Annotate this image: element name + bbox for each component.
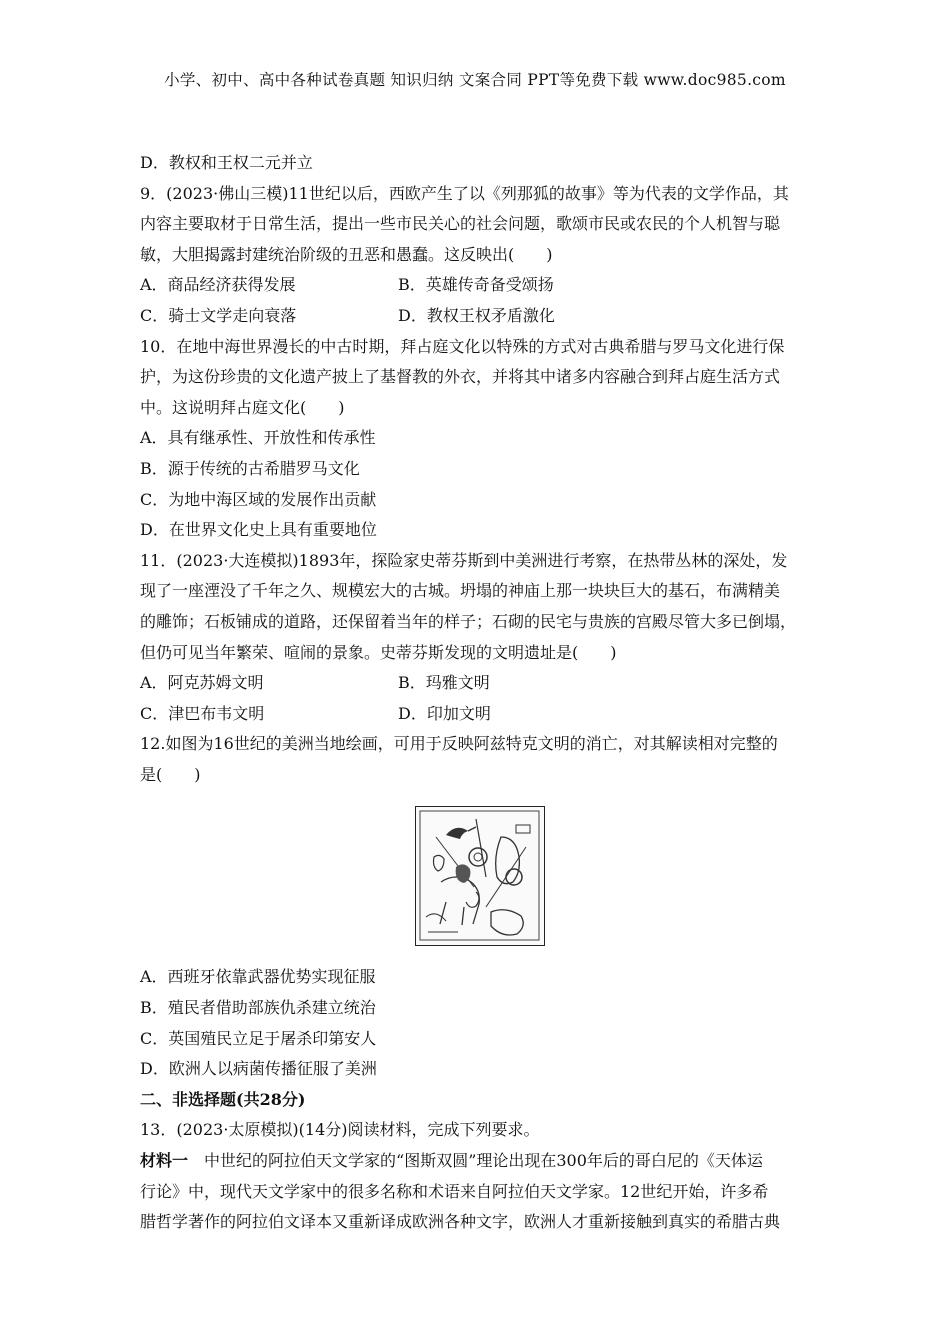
q9-options-row-1 [140,270,820,301]
q9-option-d: D．教权王权矛盾激化 [398,305,555,325]
illustration-drawing [416,807,543,944]
q10-stem-line-3: 中。这说明拜占庭文化( ) [140,397,345,417]
q11-option-c: C．津巴布韦文明 [140,703,265,723]
q13-material-line-2: 行论》中，现代天文学家中的很多名称和术语来自阿拉伯天文学家。12世纪开始，许多希 [140,1181,769,1201]
q8-option-d: D．教权和王权二元并立 [140,153,313,172]
q13-material-text-1: 中世纪的阿拉伯天文学家的“图斯双圆”理论出现在300年后的哥白尼的《天体运 [188,1151,763,1171]
q9-stem-line-3: 敏，大胆揭露封建统治阶级的丑恶和愚蠢。这反映出( ) [140,244,553,264]
q13-intro: 13．(2023·太原模拟)(14分)阅读材料，完成下列要求。 [140,1120,540,1140]
section-2-heading: 二、非选择题(共28分) [140,1089,306,1109]
q10-option-c: C．为地中海区域的发展作出贡献 [140,489,377,509]
q11-stem-line-4: 但仍可见当年繁荣、喧闹的景象。史蒂芬斯发现的文明遗址是( ) [140,642,617,662]
q13-material-line-3: 腊哲学著作的阿拉伯文译本又重新译成欧洲各种文字，欧洲人才重新接触到真实的希腊古典 [140,1212,781,1232]
q10-option-a: A．具有继承性、开放性和传承性 [140,428,376,448]
q9-option-a: A．商品经济获得发展 [140,275,296,295]
q12-figure-container [140,790,820,962]
q10-stem-line-1: 10．在地中海世界漫长的中古时期，拜占庭文化以特殊的方式对古典希腊与罗马文化进行保 [140,336,785,356]
q11-option-b: B．玛雅文明 [398,673,490,693]
q12-option-c: C．英国殖民立足于屠杀印第安人 [140,1028,377,1048]
q11-stem-line-2: 现了一座湮没了千年之久、规模宏大的古城。坍塌的神庙上那一块块巨大的基石，布满精美 [140,581,781,601]
q10-option-b: B．源于传统的古希腊罗马文化 [140,458,360,478]
q11-options-row-2 [140,699,820,730]
page-header: 小学、初中、高中各种试卷真题 知识归纳 文案合同 PPT等免费下载 www.doc985.com [164,71,786,89]
q11-stem-line-3: 的雕饰；石板铺成的道路，还保留着当年的样子；石砌的民宅与贵族的宫殿尽管大多已倒塌， [140,611,797,631]
document-body [140,148,820,1238]
q9-option-c: C．骑士文学走向衰落 [140,305,297,325]
q11-stem-line-1: 11．(2023·大连模拟)1893年，探险家史蒂芬斯到中美洲进行考察，在热带丛林的深处，发 [140,550,788,570]
q10-option-d: D．在世界文化史上具有重要地位 [140,520,377,540]
aztec-conquest-illustration [415,806,545,946]
q11-option-a: A．阿克苏姆文明 [140,673,264,693]
q12-stem-line-2: 是( ) [140,764,201,784]
q9-options-row-2 [140,301,820,332]
q12-option-b: B．殖民者借助部族仇杀建立统治 [140,998,376,1018]
q11-options-row-1 [140,668,820,699]
q12-stem-line-1: 12.如图为16世纪的美洲当地绘画，可用于反映阿兹特克文明的消亡，对其解读相对完整的 [140,734,778,754]
q9-option-b: B．英雄传奇备受颂扬 [398,275,554,295]
q12-option-d: D．欧洲人以病菌传播征服了美洲 [140,1059,377,1079]
q11-option-d: D．印加文明 [398,703,491,723]
q9-stem-line-1: 9．(2023·佛山三模)11世纪以后，西欧产生了以《列那狐的故事》等为代表的文学作品，其 [140,183,789,203]
q10-stem-line-2: 护，为这份珍贵的文化遗产披上了基督教的外衣，并将其中诸多内容融合到拜占庭生活方式 [140,367,781,387]
q13-material-line-1 [140,1146,820,1177]
q9-stem-line-2: 内容主要取材于日常生活，提出一些市民关心的社会问题，歌颂市民或农民的个人机智与聪 [140,214,781,234]
q12-option-a: A．西班牙依靠武器优势实现征服 [140,967,376,987]
q13-material-label: 材料一 [140,1151,189,1171]
